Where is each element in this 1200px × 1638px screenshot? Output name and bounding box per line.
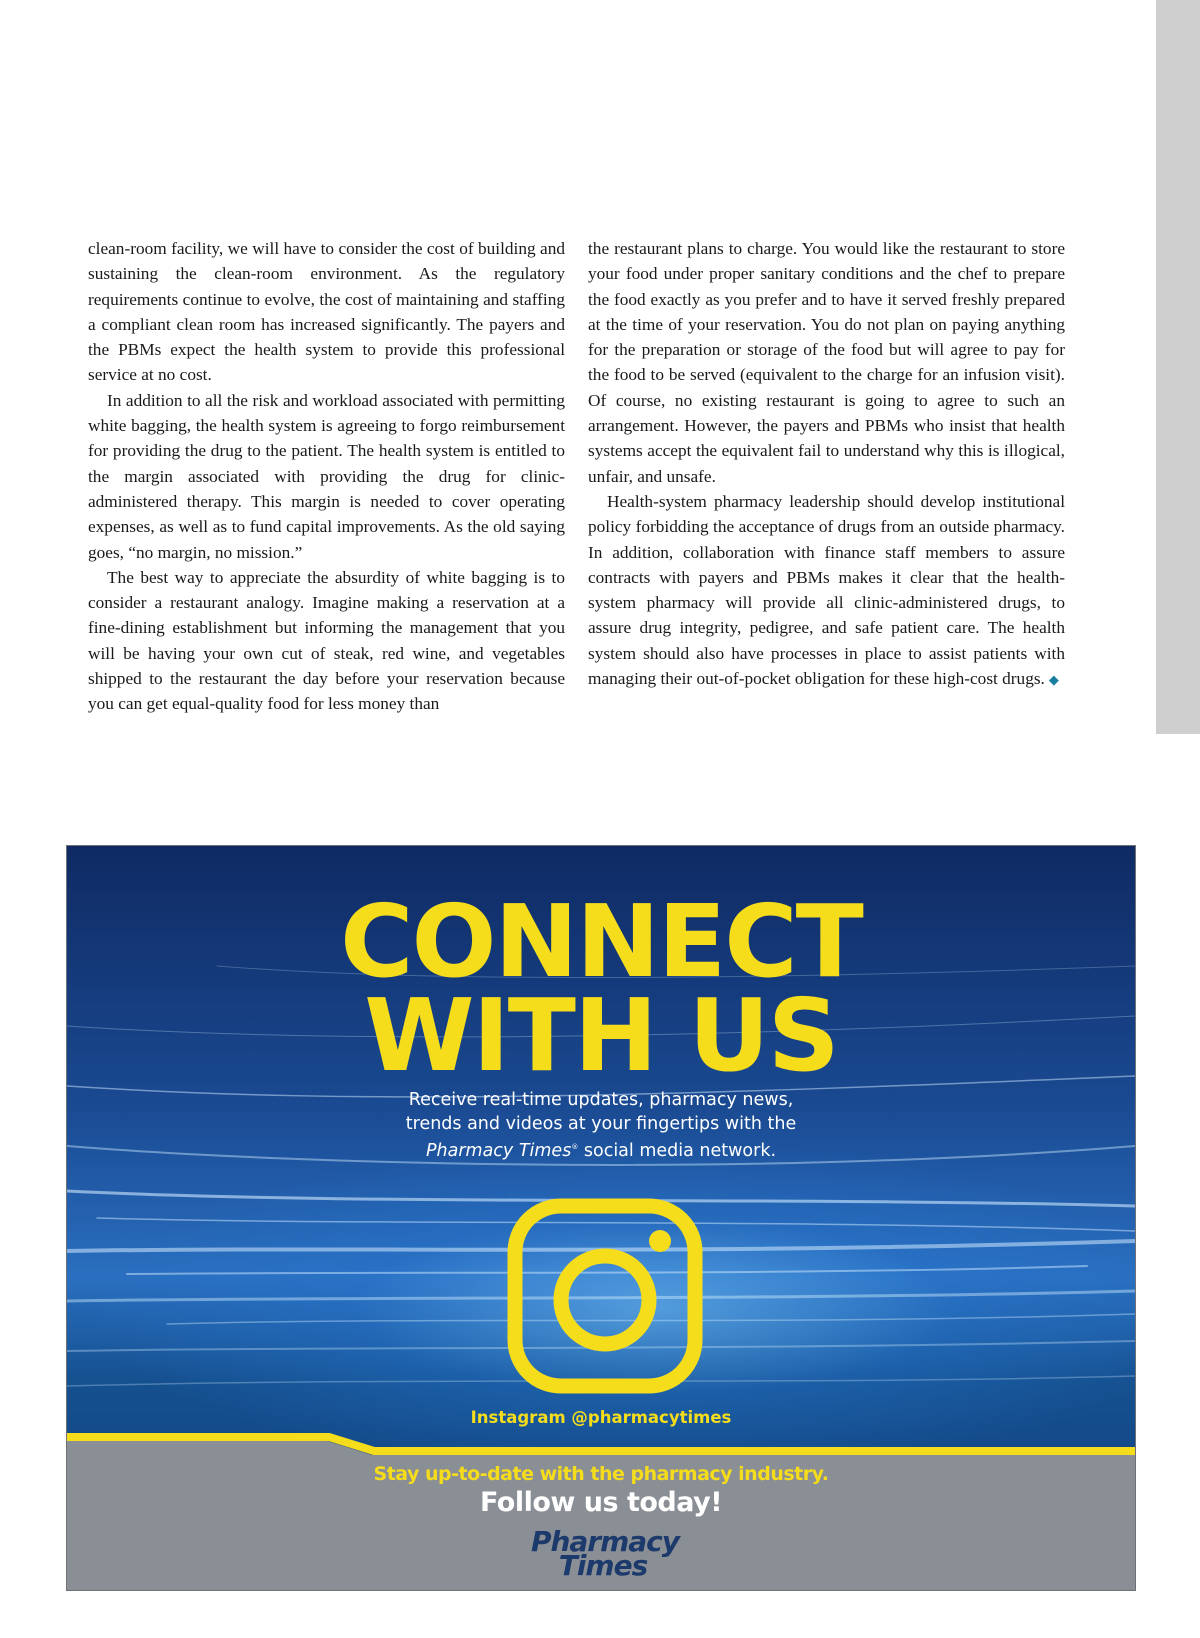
ad-headline-line2: WITH US <box>364 977 838 1094</box>
registered-mark: ® <box>571 1143 579 1151</box>
advertisement-connect-with-us[interactable] <box>66 845 1136 1591</box>
ad-stay-updated-text: Stay up-to-date with the pharmacy industry. <box>373 1463 829 1485</box>
logo-word-pharmacy: Pharmacy <box>530 1525 680 1558</box>
paragraph: The best way to appreciate the absurdity of white bagging is to consider a restaurant analogy. Imagine making a reservation at a fine-dining establishment but informing the management that you will be having your own cut of steak, red wine, and vegetables shipped to the restaurant the day before your reservation because you can get equal-quality food for less money than <box>88 567 565 714</box>
paragraph-text: Health-system pharmacy leadership should develop institutional policy forbidding the acceptance of drugs from an outside pharmacy. In addition, collaboration with finance staff members to assure contracts with payers and PBMs makes it clear that the health-system pharmacy will provide all clinic-administered drugs, to assure drug integrity, pedigree, and safe patient care. The health system should also have processes in place to assist patients with managing their out-of-pocket obligation for these high-cost drugs. <box>588 491 1065 689</box>
ad-tagline-line <box>351 1136 851 1163</box>
ad-follow-us-text: Follow us today! <box>479 1487 723 1518</box>
paragraph: clean-room facility, we will have to consider the cost of building and sustaining the clean-room environment. As the regulatory requirements continue to evolve, the cost of maintaining and staffing a compliant clean room has increased significantly. The payers and the PBMs expect the health system to provide this professional service at no cost. <box>88 239 565 385</box>
instagram-handle-link[interactable]: Instagram @pharmacytimes <box>470 1408 732 1427</box>
ad-tagline-line: trends and videos at your fingertips with the <box>405 1113 797 1134</box>
ad-headline-line1: CONNECT <box>340 883 862 1000</box>
paragraph: In addition to all the risk and workload associated with permitting white bagging, the health system is agreeing to forgo reimbursement for providing the drug to the patient. The health system is entitled to the margin associated with providing the drug for clinic-administered therapy. This margin is needed to cover operating expenses, as well as to fund capital improvements. As the old saying goes, “no margin, no mission.” <box>88 390 565 562</box>
article-body <box>88 236 1065 726</box>
article-column-right <box>588 236 1065 726</box>
pharmacy-times-logo <box>525 1525 685 1585</box>
paragraph: the restaurant plans to charge. You would like the restaurant to store your food under proper sanitary conditions and the chef to prepare the food exactly as you prefer and to have it served freshly prepared at the time of your reservation. You do not plan on paying anything for the preparation or storage of the food but will agree to pay for the food to be served (equivalent to the charge for an infusion visit). Of course, no existing restaurant is going to agree to such an arrangement. However, the payers and PBMs who insist that health systems accept the equivalent fail to understand why this is illogical, unfair, and unsafe. <box>588 239 1065 486</box>
instagram-icon[interactable] <box>505 1196 705 1396</box>
ad-tagline-brand: Pharmacy Times <box>425 1140 572 1161</box>
end-of-article-icon: ◆ <box>1048 672 1059 688</box>
ad-tagline-line: Receive real-time updates, pharmacy news, <box>408 1090 794 1110</box>
page-edge-tab <box>1156 0 1200 734</box>
ad-tagline-end: social media network. <box>578 1140 777 1161</box>
paragraph-final <box>588 489 1065 692</box>
article-column-left <box>88 236 565 726</box>
ad-tagline <box>351 1089 851 1163</box>
logo-word-times: Times <box>558 1549 648 1582</box>
